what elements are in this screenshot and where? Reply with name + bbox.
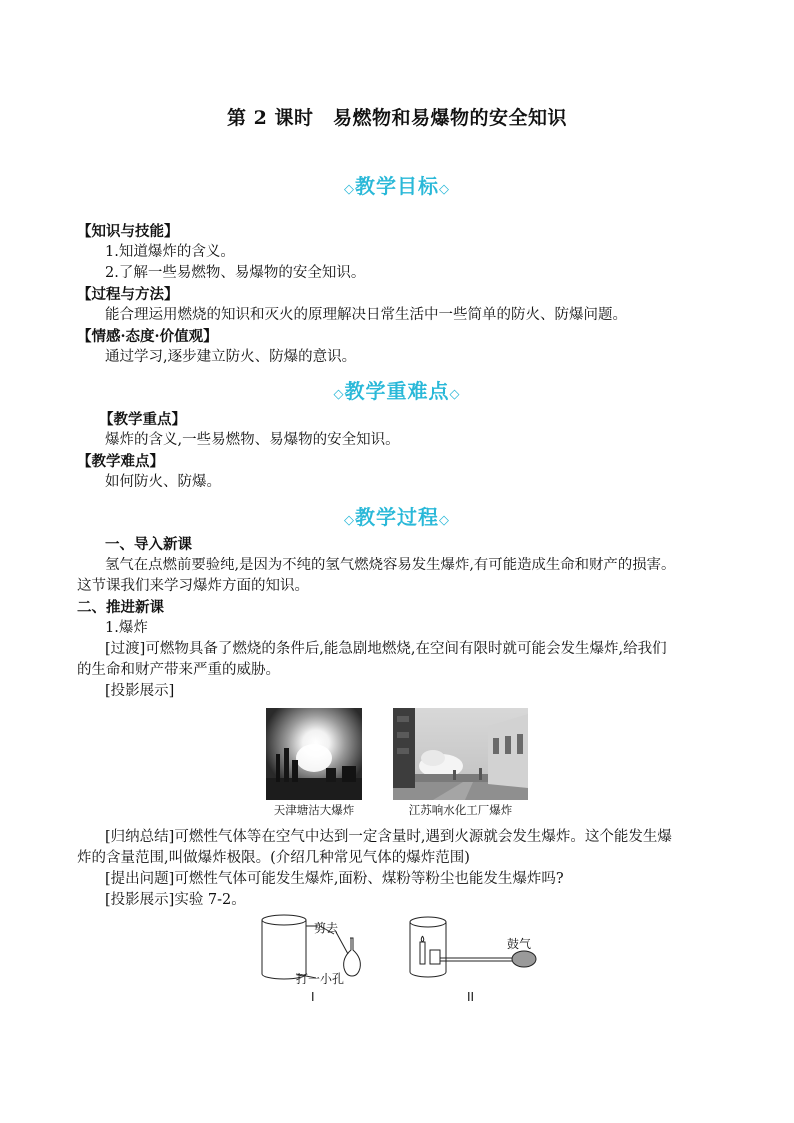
figure-label-hole: 打一小孔 [296, 972, 345, 986]
emotion-item-1: 通过学习,逐步建立防火、防爆的意识。 [105, 349, 357, 365]
transition-tag: [过渡] [105, 641, 146, 657]
new-lesson-heading: 二、推进新课 [77, 599, 164, 616]
diamond-left-icon: ◇ [333, 387, 345, 402]
intro-line-2: 这节课我们来学习爆炸方面的知识。 [77, 578, 309, 594]
summary-line-2: 炸的含量范围,叫做爆炸极限。(介绍几种常见气体的爆炸范围) [77, 850, 470, 866]
section-heading-key-points [0, 375, 794, 404]
difficulty-heading: 【教学难点】 [77, 453, 164, 470]
figure-number-2: II [467, 990, 475, 1004]
section-title-objectives: 教学目标 [355, 174, 439, 198]
summary-tag: [归纳总结] [105, 829, 175, 845]
difficulty-item-1: 如何防火、防爆。 [105, 474, 221, 490]
figure-label-blow: 鼓气 [507, 937, 532, 951]
section-heading-process [0, 501, 794, 530]
figure-number-1: I [311, 990, 315, 1004]
photo-caption-jiangsu: 江苏响水化工厂爆炸 [408, 803, 513, 817]
intro-line-1: 氢气在点燃前要验纯,是因为不纯的氢气燃烧容易发生爆炸,有可能造成生命和财产的损害。 [105, 557, 676, 573]
summary-line-1 [105, 827, 672, 848]
transition-text-1: 可燃物具备了燃烧的条件后,能急剧地燃烧,在空间有限时就可能会发生爆炸,给我们 [145, 641, 667, 657]
focus-heading: 【教学重点】 [99, 411, 186, 428]
explosion-photo-jiangsu [393, 708, 528, 800]
method-item-1: 能合理运用燃烧的知识和灭火的原理解决日常生活中一些简单的防火、防爆问题。 [105, 307, 627, 323]
section-title-key-points: 教学重难点 [344, 379, 450, 403]
figure-label-cut: 剪去 [314, 921, 339, 935]
diamond-left-icon: ◇ [344, 513, 355, 528]
diamond-right-icon: ◇ [439, 513, 450, 528]
emotion-heading: 【情感·态度·价值观】 [77, 328, 218, 345]
question-line [105, 869, 564, 890]
transition-line-1 [105, 639, 667, 660]
section-title-process: 教学过程 [355, 505, 439, 529]
knowledge-item-1: 1.知道爆炸的含义。 [105, 244, 235, 260]
page-title: 第 2 课时 易燃物和易爆物的安全知识 [227, 107, 567, 129]
diamond-right-icon: ◇ [449, 387, 461, 402]
explosion-photo-tianjin [266, 708, 362, 800]
question-tag: [提出问题] [105, 871, 175, 887]
question-text: 可燃性气体可能发生爆炸,面粉、煤粉等粉尘也能发生爆炸吗? [174, 871, 564, 887]
method-heading: 【过程与方法】 [77, 286, 179, 303]
sub-heading-explosion: 1.爆炸 [105, 620, 148, 636]
diamond-left-icon: ◇ [344, 182, 355, 197]
transition-line-2: 的生命和财产带来严重的威胁。 [77, 662, 280, 678]
intro-heading: 一、导入新课 [105, 536, 192, 553]
knowledge-item-2: 2.了解一些易燃物、易爆物的安全知识。 [105, 265, 366, 281]
focus-item-1: 爆炸的含义,一些易燃物、易爆物的安全知识。 [105, 432, 400, 448]
projection-label: [投影展示] [105, 683, 175, 699]
diamond-right-icon: ◇ [439, 182, 450, 197]
experiment-line [105, 890, 246, 911]
knowledge-heading: 【知识与技能】 [77, 223, 179, 240]
summary-text-1: 可燃性气体等在空气中达到一定含量时,遇到火源就会发生爆炸。这个能发生爆 [174, 829, 672, 845]
photo-caption-tianjin: 天津塘沽大爆炸 [273, 803, 355, 817]
experiment-text: 实验 7-2。 [174, 892, 246, 908]
experiment-tag: [投影展示] [105, 892, 175, 908]
section-heading-objectives [0, 170, 794, 199]
